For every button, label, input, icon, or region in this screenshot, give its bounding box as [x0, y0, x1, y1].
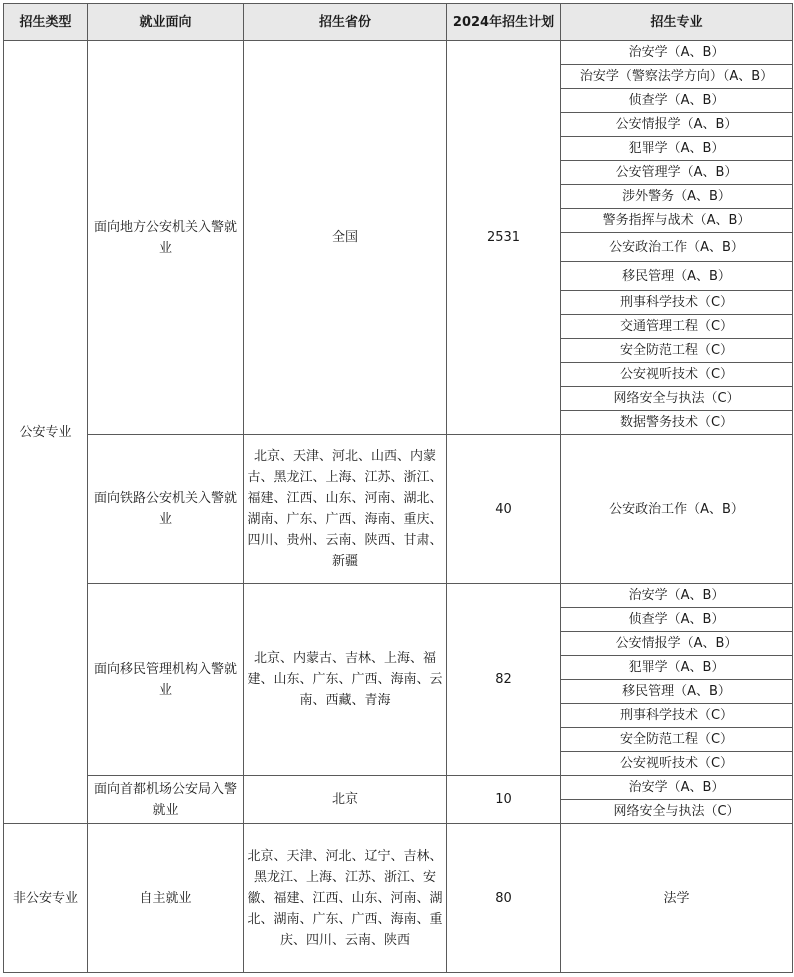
- table-row: [4, 584, 793, 608]
- major-cell: 数据警务技术（C）: [561, 411, 793, 435]
- provinces-cell: 北京: [244, 776, 447, 824]
- direction-cell: 面向铁路公安机关入警就业: [88, 435, 244, 584]
- plan-cell: 82: [447, 584, 561, 776]
- major-cell: 移民管理（A、B）: [561, 262, 793, 291]
- major-cell: 刑事科学技术（C）: [561, 291, 793, 315]
- direction-cell: 面向地方公安机关入警就业: [88, 41, 244, 435]
- major-cell: 公安政治工作（A、B）: [561, 233, 793, 262]
- major-cell: 犯罪学（A、B）: [561, 656, 793, 680]
- major-cell: 犯罪学（A、B）: [561, 137, 793, 161]
- major-cell: 刑事科学技术（C）: [561, 704, 793, 728]
- major-cell: 侦查学（A、B）: [561, 89, 793, 113]
- major-cell: 治安学（A、B）: [561, 41, 793, 65]
- table-row: [4, 824, 793, 973]
- header-type: 招生类型: [4, 4, 88, 41]
- table-row: [4, 435, 793, 584]
- major-cell: 网络安全与执法（C）: [561, 387, 793, 411]
- major-cell: 交通管理工程（C）: [561, 315, 793, 339]
- header-plan: 2024年招生计划: [447, 4, 561, 41]
- direction-cell: 自主就业: [88, 824, 244, 973]
- provinces-cell: 北京、天津、河北、辽宁、吉林、黑龙江、上海、江苏、浙江、安徽、福建、江西、山东、河南、湖北、湖南、广东、广西、海南、重庆、四川、云南、陕西: [244, 824, 447, 973]
- type-cell: 公安专业: [4, 41, 88, 824]
- direction-cell: 面向移民管理机构入警就业: [88, 584, 244, 776]
- header-direction: 就业面向: [88, 4, 244, 41]
- header-provinces: 招生省份: [244, 4, 447, 41]
- provinces-cell: 全国: [244, 41, 447, 435]
- major-cell: 移民管理（A、B）: [561, 680, 793, 704]
- major-cell: 侦查学（A、B）: [561, 608, 793, 632]
- plan-cell: 40: [447, 435, 561, 584]
- major-cell: 公安情报学（A、B）: [561, 113, 793, 137]
- table-row: [4, 41, 793, 65]
- provinces-cell: 北京、天津、河北、山西、内蒙古、黑龙江、上海、江苏、浙江、福建、江西、山东、河南、湖北、湖南、广东、广西、海南、重庆、四川、贵州、云南、陕西、甘肃、新疆: [244, 435, 447, 584]
- major-cell: 法学: [561, 824, 793, 973]
- major-cell: 治安学（A、B）: [561, 584, 793, 608]
- major-cell: 网络安全与执法（C）: [561, 800, 793, 824]
- major-cell: 治安学（A、B）: [561, 776, 793, 800]
- plan-cell: 2531: [447, 41, 561, 435]
- major-cell: 公安视听技术（C）: [561, 363, 793, 387]
- type-cell: 非公安专业: [4, 824, 88, 973]
- major-cell: 治安学（警察法学方向）（A、B）: [561, 65, 793, 89]
- major-cell: 公安政治工作（A、B）: [561, 435, 793, 584]
- header-row: [4, 4, 793, 41]
- table-row: [4, 776, 793, 800]
- direction-cell: 面向首都机场公安局入警就业: [88, 776, 244, 824]
- provinces-cell: 北京、内蒙古、吉林、上海、福建、山东、广东、广西、海南、云南、西藏、青海: [244, 584, 447, 776]
- major-cell: 安全防范工程（C）: [561, 728, 793, 752]
- major-cell: 公安管理学（A、B）: [561, 161, 793, 185]
- major-cell: 警务指挥与战术（A、B）: [561, 209, 793, 233]
- major-cell: 安全防范工程（C）: [561, 339, 793, 363]
- plan-cell: 10: [447, 776, 561, 824]
- major-cell: 涉外警务（A、B）: [561, 185, 793, 209]
- plan-cell: 80: [447, 824, 561, 973]
- admission-plan-table: [3, 3, 793, 973]
- major-cell: 公安视听技术（C）: [561, 752, 793, 776]
- header-majors: 招生专业: [561, 4, 793, 41]
- major-cell: 公安情报学（A、B）: [561, 632, 793, 656]
